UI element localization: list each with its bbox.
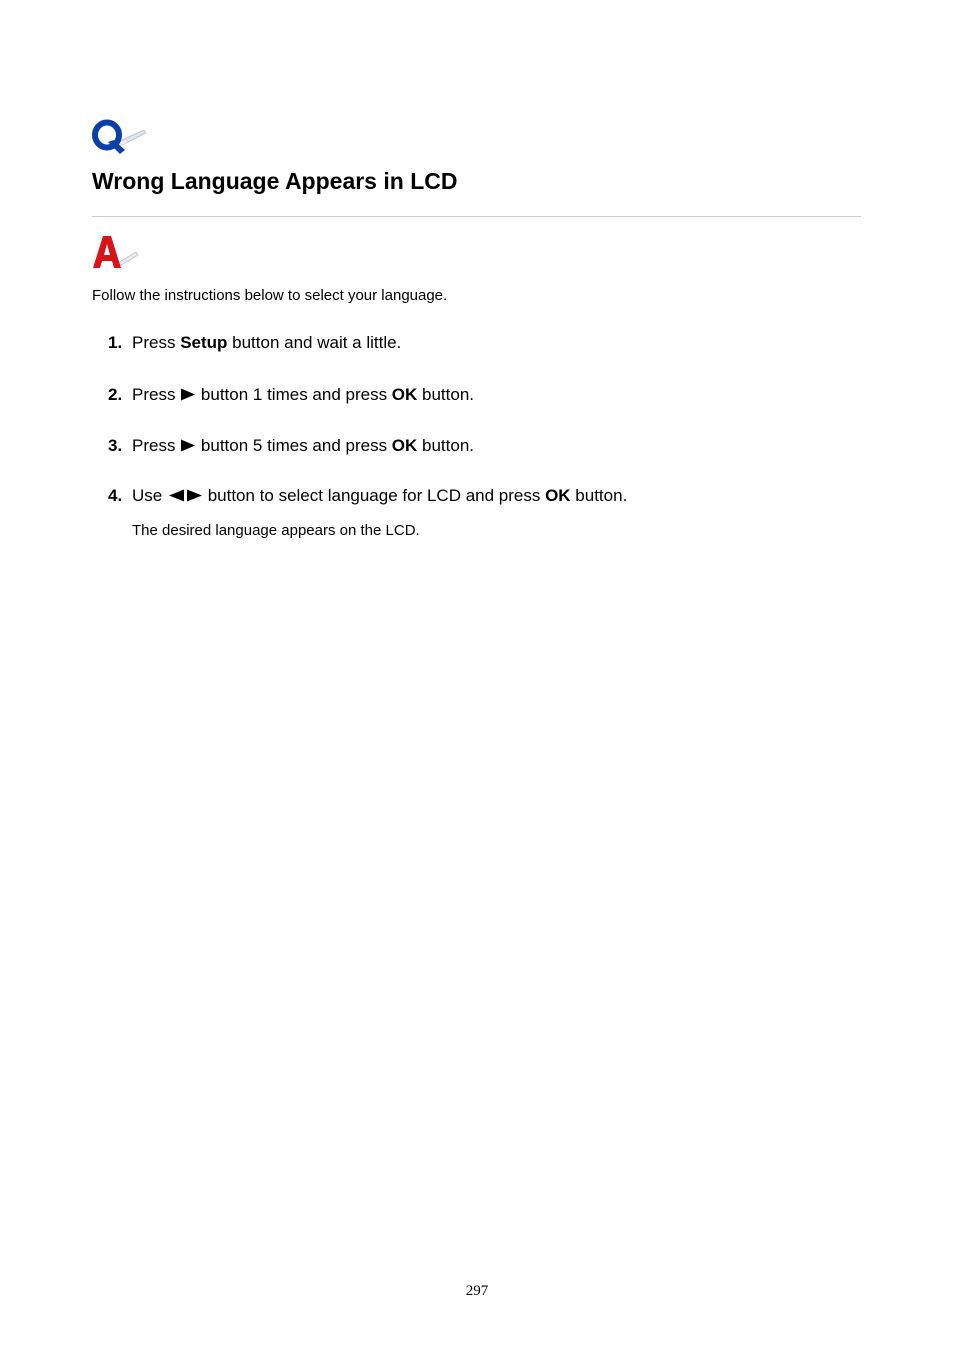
setup-button-label: Setup: [180, 333, 228, 352]
intro-text: Follow the instructions below to select your language.: [92, 287, 448, 304]
left-right-arrow-buttons-icon: [167, 489, 203, 502]
step-number: 3.: [108, 436, 123, 455]
page-title: Wrong Language Appears in LCD: [92, 168, 458, 194]
step-text: button and wait a little.: [227, 333, 402, 352]
step-text: Press: [132, 436, 181, 455]
step-text: button 1 times and press: [196, 385, 392, 404]
step-text: button.: [417, 436, 475, 455]
page-number: 297: [465, 1283, 489, 1299]
ok-button-label: OK: [391, 436, 418, 455]
title-divider: [92, 216, 861, 217]
step-1: [108, 332, 401, 354]
step-4: [108, 485, 627, 507]
step-text: button 5 times and press: [196, 436, 392, 455]
step-text: Press: [132, 333, 181, 352]
step-number: 2.: [108, 385, 123, 404]
step-text: button.: [417, 385, 475, 404]
step-text: Use: [132, 486, 167, 505]
step-text: button to select language for LCD and press: [202, 486, 546, 505]
step-3: [108, 435, 474, 457]
ok-button-label: OK: [545, 486, 571, 505]
step-4-note: The desired language appears on the LCD.: [132, 522, 420, 539]
step-2: [108, 384, 474, 406]
step-number: 4.: [108, 486, 123, 505]
ok-button-label: OK: [391, 385, 418, 404]
right-arrow-button-icon: [180, 388, 196, 401]
step-text: button.: [570, 486, 628, 505]
question-q-icon: [92, 118, 148, 158]
step-number: 1.: [108, 333, 123, 352]
right-arrow-button-icon: [180, 439, 196, 452]
answer-a-icon: [92, 234, 142, 272]
step-text: Press: [132, 385, 181, 404]
